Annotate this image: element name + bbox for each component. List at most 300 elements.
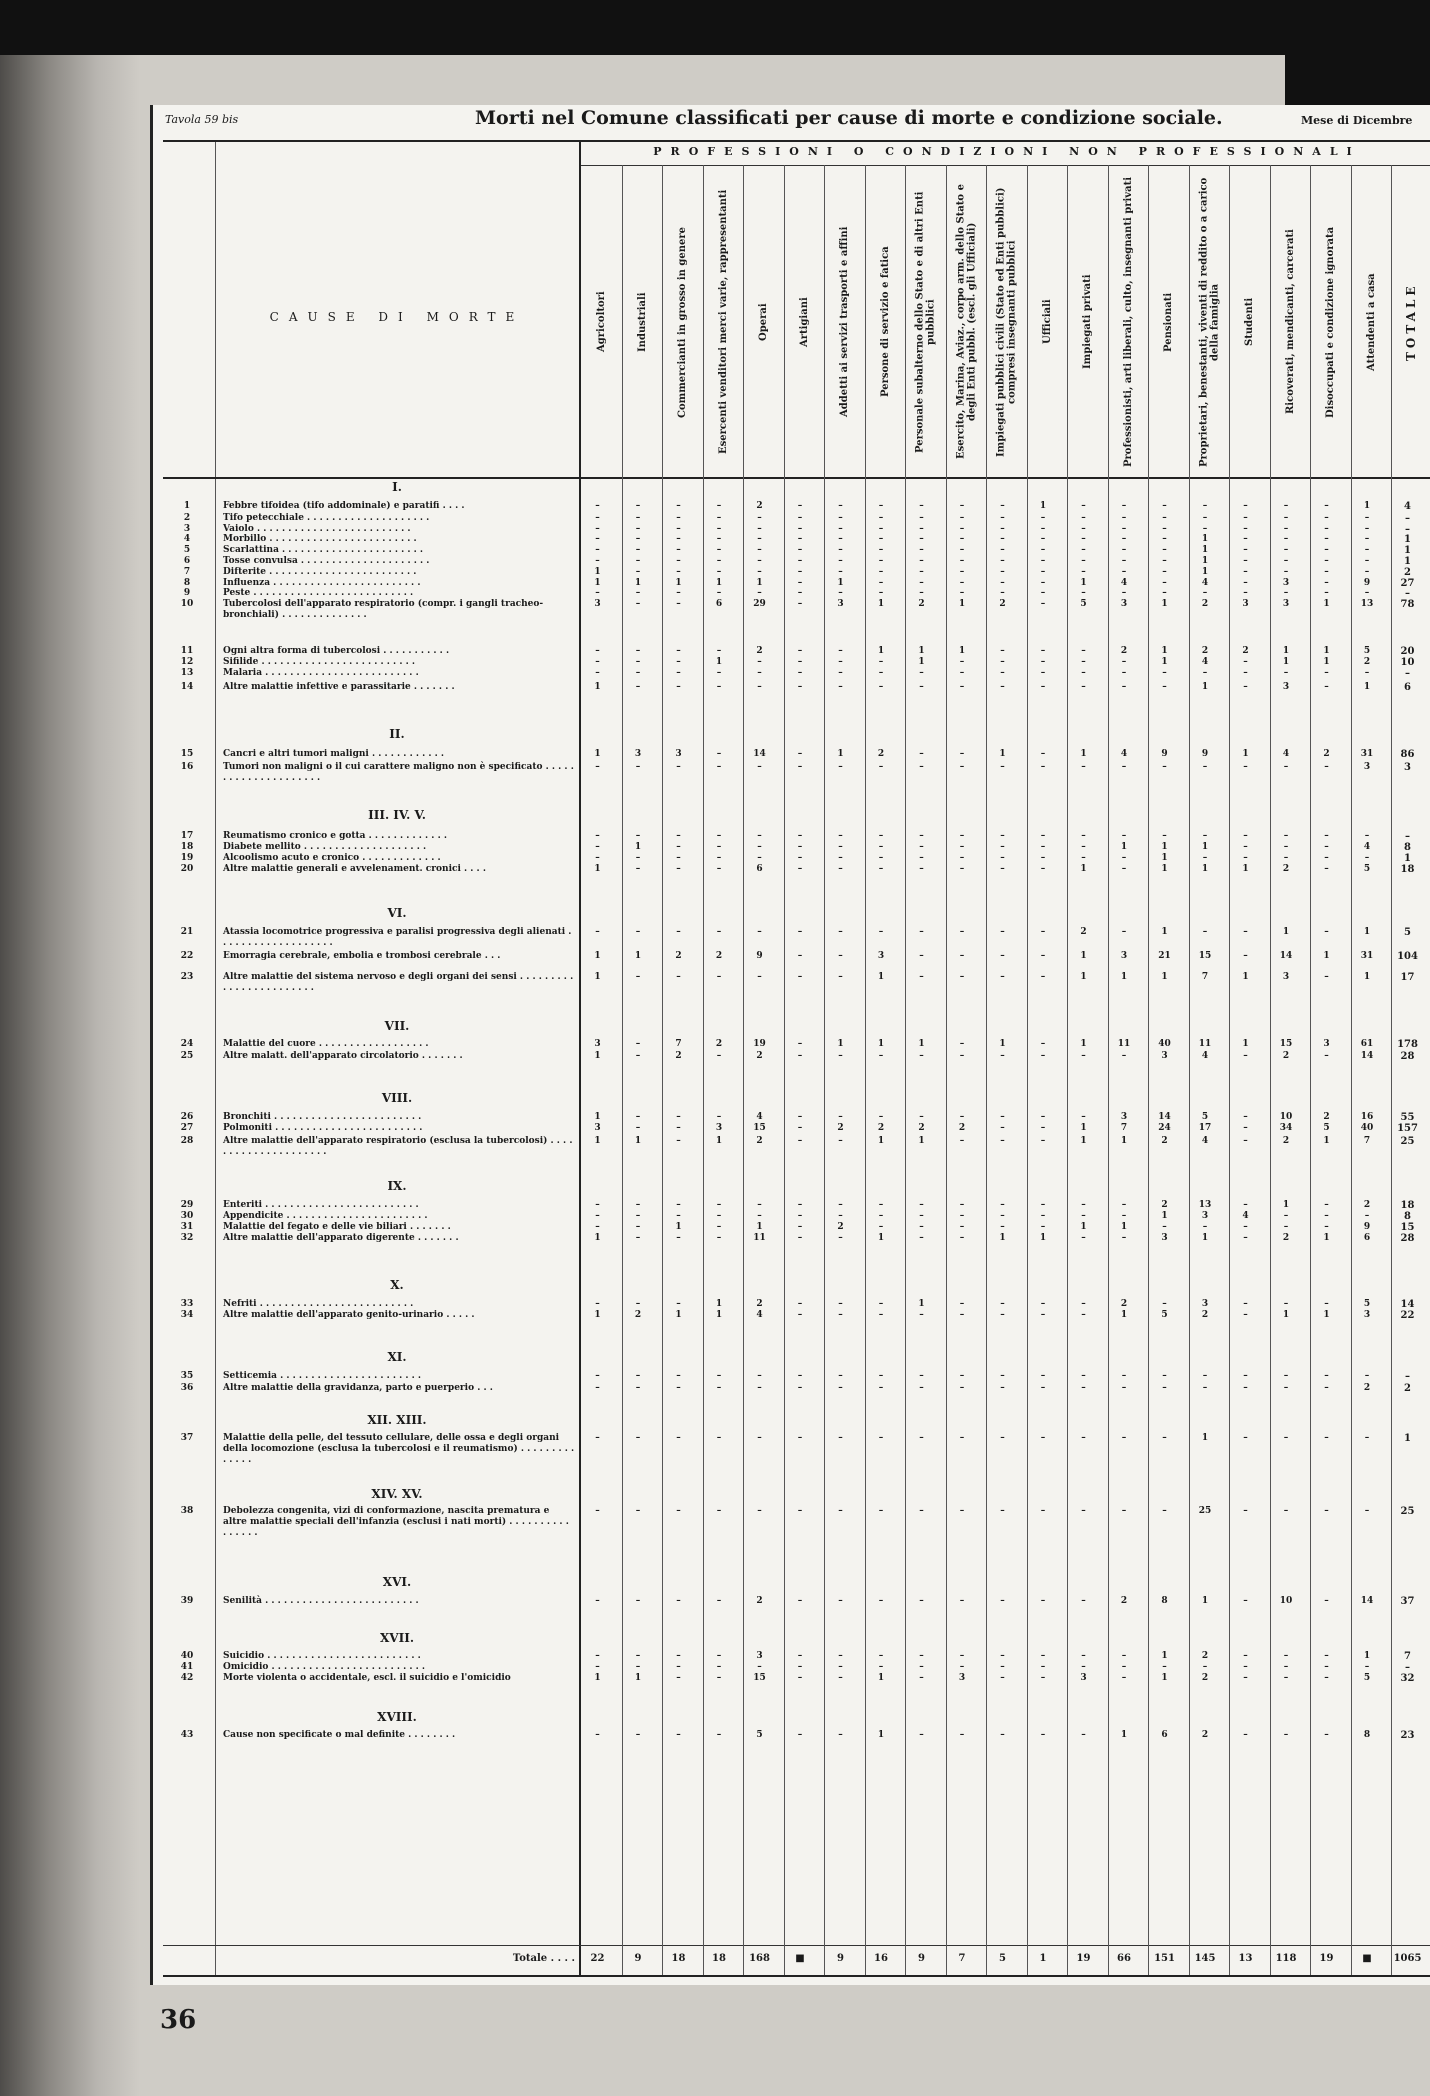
table-cell: 25: [1198, 1506, 1212, 1516]
table-cell: –: [959, 1383, 965, 1393]
table-cell: –: [1040, 1039, 1046, 1049]
table-cell: –: [919, 545, 924, 555]
table-cell: –: [919, 1211, 924, 1221]
table-cell: 1: [1404, 545, 1411, 556]
column-header: Artigiani: [798, 297, 810, 347]
column-divider: [1229, 165, 1230, 1975]
table-cell: –: [919, 951, 924, 961]
table-cell: 2: [837, 1222, 844, 1232]
table-cell: 2: [756, 501, 763, 511]
table-cell: 3: [1201, 1299, 1209, 1309]
column-divider: [1351, 165, 1352, 1975]
table-cell: –: [1081, 657, 1086, 667]
table-cell: –: [1324, 831, 1329, 841]
table-cell: 1: [1161, 1673, 1168, 1683]
table-cell: 1: [877, 646, 885, 656]
cause-label: Nefriti . . . . . . . . . . . . . . . . . . . . . . . . .: [223, 1299, 414, 1309]
table-cell: –: [1162, 1383, 1167, 1393]
table-cell: –: [635, 927, 641, 937]
table-cell: –: [1202, 501, 1208, 511]
table-cell: –: [1324, 842, 1329, 852]
table-cell: –: [757, 524, 762, 534]
table-cell: –: [1202, 668, 1208, 678]
total-cell: ■: [795, 1953, 805, 1964]
table-cell: –: [797, 524, 803, 534]
table-cell: –: [1040, 1673, 1046, 1683]
table-cell: 2: [1363, 1383, 1371, 1393]
table-cell: –: [878, 1211, 884, 1221]
header-rule: [163, 477, 1430, 479]
column-divider: [1391, 165, 1392, 1975]
table-cell: –: [1202, 513, 1208, 523]
table-cell: –: [1040, 1051, 1046, 1061]
table-cell: –: [838, 951, 843, 961]
row-number: 39: [180, 1596, 194, 1606]
table-cell: –: [878, 1371, 884, 1381]
column-header: Industriali: [636, 292, 648, 352]
table-cell: –: [797, 501, 803, 511]
table-cell: –: [1283, 567, 1289, 577]
section-heading: XVIII.: [377, 1710, 417, 1724]
table-cell: –: [797, 513, 803, 523]
row-number: 1: [183, 501, 191, 511]
table-cell: –: [595, 927, 600, 937]
table-cell: 14: [753, 749, 766, 759]
table-cell: –: [676, 1383, 681, 1393]
table-cell: –: [676, 842, 681, 852]
table-cell: –: [1364, 1662, 1370, 1672]
table-cell: –: [1243, 556, 1248, 566]
table-cell: 1: [1242, 1039, 1249, 1049]
row-number: 10: [180, 599, 194, 609]
row-number: 31: [180, 1222, 194, 1232]
table-cell: –: [1000, 1673, 1005, 1683]
table-cell: 1: [594, 578, 601, 588]
table-cell: –: [919, 682, 924, 692]
cause-label: Bronchiti . . . . . . . . . . . . . . . . . . . . . . . .: [223, 1112, 422, 1122]
table-cell: –: [1121, 588, 1127, 598]
table-cell: –: [1243, 524, 1248, 534]
table-cell: –: [959, 545, 965, 555]
table-cell: –: [635, 853, 641, 863]
table-cell: –: [797, 545, 803, 555]
table-cell: 2: [1201, 599, 1209, 609]
table-cell: 2: [756, 1596, 763, 1606]
table-cell: 1: [1282, 1310, 1290, 1320]
table-cell: –: [1364, 853, 1370, 863]
table-cell: –: [635, 1506, 641, 1516]
table-cell: –: [1081, 853, 1086, 863]
table-cell: 1: [1323, 1233, 1330, 1243]
table-cell: 15: [1400, 1222, 1415, 1233]
table-cell: –: [635, 1039, 641, 1049]
table-cell: –: [1162, 567, 1167, 577]
table-cell: –: [797, 1039, 803, 1049]
table-cell: –: [959, 513, 965, 523]
row-number: 18: [180, 842, 194, 852]
table-cell: 1: [1161, 842, 1168, 852]
column-divider: [1189, 165, 1190, 1975]
table-cell: –: [595, 1730, 600, 1740]
table-cell: –: [797, 762, 803, 772]
table-cell: 1: [877, 1673, 885, 1683]
cause-label: Suicidio . . . . . . . . . . . . . . . . . . . . . . . . .: [223, 1651, 421, 1661]
table-cell: 2: [1080, 927, 1087, 937]
cause-label: Malattie del fegato e delle vie biliari . . . . . . .: [223, 1222, 451, 1232]
table-cell: –: [838, 668, 843, 678]
table-cell: –: [959, 1730, 965, 1740]
table-cell: –: [1162, 831, 1167, 841]
table-cell: –: [878, 556, 884, 566]
table-cell: –: [1364, 1433, 1370, 1443]
table-cell: –: [716, 1233, 722, 1243]
table-cell: 3: [634, 749, 642, 759]
table-cell: –: [1000, 1662, 1005, 1672]
section-heading: II.: [389, 727, 405, 741]
table-cell: –: [1364, 534, 1370, 544]
table-cell: –: [676, 646, 681, 656]
row-number: 43: [180, 1730, 194, 1740]
table-cell: –: [878, 831, 884, 841]
row-number: 11: [180, 646, 194, 656]
table-cell: –: [676, 513, 681, 523]
table-cell: 1: [634, 951, 642, 961]
table-cell: 1: [1404, 556, 1411, 567]
table-cell: –: [716, 1211, 722, 1221]
table-cell: –: [1000, 1383, 1005, 1393]
table-cell: –: [1283, 762, 1289, 772]
table-cell: 2: [1282, 1136, 1290, 1146]
table-cell: –: [1202, 853, 1208, 863]
table-cell: –: [1081, 1051, 1086, 1061]
cause-label: Omicidio . . . . . . . . . . . . . . . . . . . . . . . . .: [223, 1662, 426, 1672]
table-cell: –: [919, 749, 924, 759]
table-cell: –: [1324, 1730, 1329, 1740]
table-cell: 7: [1201, 972, 1209, 982]
table-cell: –: [919, 1383, 924, 1393]
table-cell: 15: [753, 1123, 766, 1133]
table-cell: 1: [1120, 1136, 1128, 1146]
table-cell: –: [1243, 1596, 1248, 1606]
row-number: 3: [183, 524, 191, 534]
table-cell: –: [1283, 1662, 1289, 1672]
table-cell: 1: [999, 749, 1006, 759]
table-cell: 4: [1120, 578, 1128, 588]
table-cell: 1: [1080, 864, 1087, 874]
table-cell: 1: [877, 1233, 885, 1243]
table-cell: –: [797, 927, 803, 937]
table-cell: –: [676, 501, 681, 511]
table-cell: 1: [958, 646, 966, 656]
table-cell: 1: [1039, 1233, 1047, 1243]
table-cell: –: [635, 1299, 641, 1309]
total-cell: 7: [958, 1953, 966, 1964]
table-cell: –: [797, 646, 803, 656]
table-cell: –: [1283, 513, 1289, 523]
table-cell: –: [1405, 668, 1410, 679]
table-cell: 1: [594, 864, 601, 874]
table-cell: –: [1283, 501, 1289, 511]
table-cell: –: [1162, 1222, 1167, 1232]
table-cell: –: [838, 842, 843, 852]
table-cell: –: [1121, 682, 1127, 692]
table-cell: –: [595, 1371, 600, 1381]
total-cell: 145: [1194, 1953, 1216, 1964]
table-cell: –: [1000, 1730, 1005, 1740]
total-cell: 9: [837, 1953, 844, 1964]
table-cell: –: [1283, 853, 1289, 863]
table-cell: –: [919, 1506, 924, 1516]
table-cell: –: [1000, 1211, 1005, 1221]
table-cell: 1: [999, 1039, 1006, 1049]
table-cell: 17: [1400, 972, 1415, 983]
table-cell: 1: [877, 1136, 885, 1146]
table-cell: 4: [1242, 1211, 1249, 1221]
table-cell: –: [959, 972, 965, 982]
table-cell: –: [878, 1383, 884, 1393]
table-cell: 1: [958, 599, 966, 609]
table-cell: –: [1081, 1651, 1086, 1661]
table-cell: –: [959, 524, 965, 534]
table-cell: 1: [1161, 646, 1168, 656]
table-cell: –: [919, 1222, 924, 1232]
table-cell: –: [1121, 1211, 1127, 1221]
table-cell: –: [635, 524, 641, 534]
table-cell: –: [1000, 762, 1005, 772]
table-cell: 1: [594, 1233, 601, 1243]
table-cell: –: [1000, 864, 1005, 874]
column-divider: [1108, 165, 1109, 1975]
table-cell: 3: [1404, 762, 1411, 773]
section-heading: XI.: [387, 1350, 407, 1364]
table-cell: –: [959, 1506, 965, 1516]
table-cell: 7: [1363, 1136, 1371, 1146]
table-cell: –: [1202, 831, 1208, 841]
column-header: Operai: [758, 303, 769, 341]
table-cell: 78: [1400, 599, 1415, 610]
column-divider: [865, 165, 866, 1975]
table-cell: –: [1243, 1200, 1248, 1210]
table-cell: –: [1283, 588, 1289, 598]
table-cell: –: [838, 927, 843, 937]
row-number: 14: [180, 682, 194, 692]
scan-border-top: [0, 0, 1430, 55]
table-cell: –: [716, 1596, 722, 1606]
table-cell: –: [919, 1433, 924, 1443]
row-number: 5: [183, 545, 191, 555]
section-heading: IX.: [387, 1179, 407, 1193]
table-cell: –: [838, 831, 843, 841]
row-number: 32: [180, 1233, 194, 1243]
table-cell: 11: [1117, 1039, 1131, 1049]
table-cell: –: [1243, 513, 1248, 523]
table-cell: –: [797, 1299, 803, 1309]
table-cell: –: [1162, 1433, 1167, 1443]
table-cell: 1: [877, 599, 885, 609]
table-cell: 1: [594, 1112, 601, 1122]
table-cell: –: [1121, 501, 1127, 511]
table-cell: –: [797, 1506, 803, 1516]
table-cell: –: [919, 1596, 924, 1606]
table-cell: 104: [1397, 951, 1418, 962]
table-cell: –: [838, 762, 843, 772]
table-cell: –: [838, 1662, 843, 1672]
table-cell: –: [1364, 567, 1370, 577]
table-cell: –: [1243, 842, 1248, 852]
section-heading: VIII.: [381, 1091, 413, 1105]
table-cell: –: [1364, 556, 1370, 566]
table-cell: –: [919, 864, 924, 874]
table-cell: –: [1040, 513, 1046, 523]
table-cell: 3: [1282, 682, 1290, 692]
table-cell: 1: [715, 1310, 723, 1320]
table-cell: 28: [1400, 1233, 1415, 1244]
column-header: Disoccupati e condizione ignorata: [1325, 226, 1336, 418]
table-cell: 3: [1282, 972, 1290, 982]
table-cell: –: [1324, 1371, 1329, 1381]
table-cell: –: [878, 1310, 884, 1320]
table-cell: –: [1324, 864, 1329, 874]
row-number: 34: [180, 1310, 194, 1320]
table-cell: 1: [1120, 1222, 1128, 1232]
table-cell: 4: [1282, 749, 1290, 759]
table-cell: –: [716, 1112, 722, 1122]
table-cell: 5: [1363, 1673, 1371, 1683]
table-cell: –: [1121, 657, 1127, 667]
table-cell: –: [676, 1299, 681, 1309]
table-cell: 8: [1161, 1596, 1168, 1606]
table-cell: –: [959, 1233, 965, 1243]
table-cell: –: [1324, 1383, 1329, 1393]
table-cell: 1: [1080, 749, 1087, 759]
cause-label: Senilità . . . . . . . . . . . . . . . . . . . . . . . . .: [223, 1596, 419, 1606]
table-cell: –: [635, 668, 641, 678]
table-cell: 10: [1279, 1596, 1293, 1606]
table-cell: –: [676, 682, 681, 692]
table-cell: 3: [1201, 1211, 1209, 1221]
table-cell: –: [676, 657, 681, 667]
cause-label: Altre malattie del sistema nervoso e degli organi dei sensi . . . . . . . . . . . . . . . . . . . . . . . .: [223, 972, 574, 993]
row-number: 12: [180, 657, 194, 667]
table-cell: –: [919, 1662, 924, 1672]
table-cell: 1: [1120, 972, 1128, 982]
column-header: Pensionati: [1163, 292, 1174, 352]
table-cell: –: [959, 1662, 965, 1672]
table-cell: 2: [675, 951, 682, 961]
table-cell: –: [1000, 1596, 1005, 1606]
table-cell: 10: [1400, 657, 1415, 668]
table-cell: –: [1162, 501, 1167, 511]
table-cell: –: [919, 513, 924, 523]
table-cell: –: [1324, 1596, 1329, 1606]
table-cell: –: [878, 1112, 884, 1122]
table-cell: –: [1000, 831, 1005, 841]
causes-heading: CAUSE DI MORTE: [269, 310, 525, 324]
table-cell: –: [1121, 864, 1127, 874]
cause-label: Emorragia cerebrale, embolia e trombosi cerebrale . . .: [223, 951, 501, 961]
table-cell: 4: [756, 1310, 763, 1320]
table-cell: 4: [1120, 749, 1128, 759]
table-cell: –: [1081, 842, 1086, 852]
table-cell: –: [797, 599, 803, 609]
table-cell: –: [716, 1200, 722, 1210]
table-cell: –: [1121, 524, 1127, 534]
table-cell: –: [1243, 578, 1248, 588]
table-cell: –: [635, 1730, 641, 1740]
table-cell: –: [797, 567, 803, 577]
table-cell: –: [919, 1200, 924, 1210]
table-cell: –: [838, 1211, 843, 1221]
table-cell: –: [1324, 853, 1329, 863]
column-header: Professionisti, arti liberali, culto, insegnanti privati: [1122, 177, 1134, 467]
table-cell: –: [1040, 578, 1046, 588]
table-cell: –: [1121, 1433, 1127, 1443]
document-page: [150, 105, 1430, 1985]
column-header: Addetti ai servizi trasporti e affini: [839, 226, 850, 418]
table-cell: –: [1040, 524, 1046, 534]
table-cell: –: [797, 682, 803, 692]
column-header: Commercianti in grosso in genere: [677, 226, 688, 418]
table-cell: –: [1364, 1371, 1370, 1381]
table-cell: –: [1081, 556, 1086, 566]
table-cell: –: [1162, 762, 1167, 772]
page-number: 36: [160, 2005, 197, 2035]
table-cell: –: [959, 682, 965, 692]
table-cell: 2: [1120, 1596, 1128, 1606]
table-cell: –: [878, 1299, 884, 1309]
table-cell: –: [797, 1596, 803, 1606]
table-cell: 27: [1400, 578, 1415, 589]
table-cell: –: [797, 1673, 803, 1683]
table-cell: –: [919, 1310, 924, 1320]
table-cell: –: [676, 556, 681, 566]
table-cell: –: [595, 1222, 600, 1232]
table-cell: –: [1000, 668, 1005, 678]
table-cell: –: [878, 513, 884, 523]
table-cell: –: [959, 1211, 965, 1221]
table-cell: –: [878, 1051, 884, 1061]
table-cell: –: [757, 588, 762, 598]
table-cell: –: [1040, 1651, 1046, 1661]
table-cell: 28: [1400, 1051, 1415, 1062]
table-cell: –: [1081, 501, 1086, 511]
table-cell: –: [1000, 1222, 1005, 1232]
table-cell: –: [1040, 1200, 1046, 1210]
table-cell: –: [1040, 567, 1046, 577]
table-cell: –: [757, 1662, 762, 1672]
table-cell: –: [676, 927, 681, 937]
total-cell: 19: [1319, 1953, 1334, 1964]
table-cell: 4: [756, 1112, 763, 1122]
table-cell: 14: [1400, 1299, 1415, 1310]
table-cell: –: [1000, 951, 1005, 961]
table-cell: 1: [1080, 972, 1087, 982]
table-cell: 1: [675, 1222, 682, 1232]
column-header: Persone di servizio e fatica: [879, 246, 891, 398]
table-cell: 1: [1201, 1233, 1209, 1243]
table-cell: –: [1243, 501, 1248, 511]
table-cell: –: [1121, 534, 1127, 544]
table-cell: –: [797, 1211, 803, 1221]
table-cell: 3: [594, 1123, 601, 1133]
row-number: 23: [180, 972, 194, 982]
table-cell: –: [1000, 1136, 1005, 1146]
table-cell: –: [757, 545, 762, 555]
table-cell: 1: [1242, 864, 1249, 874]
table-cell: –: [676, 1433, 681, 1443]
table-cell: –: [1324, 1506, 1329, 1516]
table-cell: –: [757, 1506, 762, 1516]
